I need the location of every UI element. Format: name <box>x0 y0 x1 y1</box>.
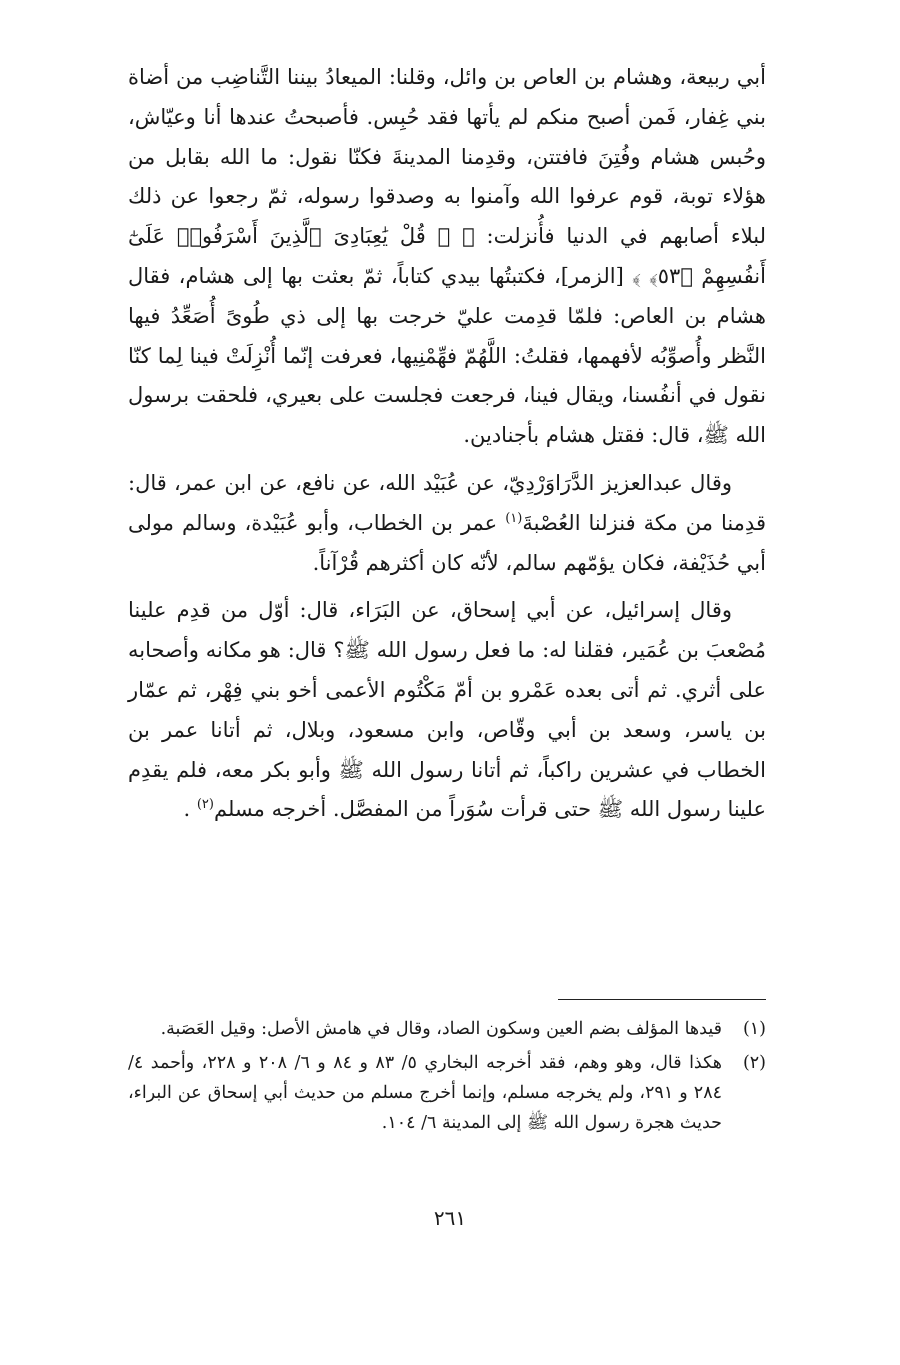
footnote-number: (٢) <box>742 1053 766 1073</box>
paragraph-3-text: وقال إسرائيل، عن أبي إسحاق، عن البَرَاء، قال: أوّل من قدِم علينا مُصْعبَ بن عُمَير، فقلنا له: ما فعل رسول الله ﷺ؟ قال: هو مكانه وأصحابه على أثري. ثم أتى بعده عَمْرو بن أمّ مَكْتُوم الأعمى أخو بني فِهْر، ثم عمّار بن ياسر، وسعد بن أبي وقّاص، وابن مسعود، وبلال، ثم أتانا عمر بن الخطاب في عشرين راكباً، ثم أتانا رسول الله ﷺ وأبو بكر معه، فلم يقدِم علينا رسول الله ﷺ حتى قرأت سُوَراً من المفصَّل. أخرجه مسلم <box>128 598 766 822</box>
footnote-ref-1[interactable]: (١) <box>505 510 523 526</box>
footnote-2 <box>128 1048 766 1138</box>
paragraph-3 <box>128 591 766 830</box>
page-number: ٢٦١ <box>433 1206 467 1230</box>
footnote-number: (١) <box>742 1019 766 1039</box>
paragraph-3-end: . <box>183 797 197 822</box>
footnote-1 <box>128 1014 766 1044</box>
paragraph-2-start: وقال عبدالعزيز الدَّرَاوَرْدِيّ، عن عُبَيْد الله، عن نافع، عن ابن عمر، قال: قدِمنا من مكة فنزلنا العُصْبةَ <box>128 470 766 535</box>
main-text <box>128 58 766 830</box>
footnote-text: هكذا قال، وهو وهم، فقد أخرجه البخاري ٥/ ٨٣ و ٨٤ و ٦/ ٢٠٨ و ٢٢٨، وأحمد ٤/ ٢٨٤ و ٢٩١، ولم يخرجه مسلم، وإنما أخرج مسلم من حديث أبي إسحاق عن البراء، حديث هجرة رسول الله ﷺ إلى المدينة ٦/ ١٠٤. <box>128 1053 723 1133</box>
paragraph-2 <box>128 464 766 583</box>
paragraph-1: أبي ربيعة، وهشام بن العاص بن وائل، وقلنا: الميعادُ بيننا التَّناضِب من أضاة بني غِفار، فَمن أصبح منكم لم يأتها فقد حُبِس. فأصبحتُ عندها أنا وعيّاش، وحُبس هشام وفُتِنَ فافتتن، وقدِمنا المدينةَ فكنّا نقول: ما الله بقابل من هؤلاء توبة، قوم عرفوا الله وآمنوا به وصدقوا رسوله، ثمّ رجعوا عن ذلك لبلاء أصابهم في الدنيا فأُنزلت: ﴿ ۞ قُلْ يَٰعِبَادِىَ ٱلَّذِينَ أَسْرَفُوا۟ عَلَىٰٓ أَنفُسِهِمْ ﴿٥٣﴾ ﴾ [الزمر]، فكتبتُها بيدي كتاباً، ثمّ بعثت بها إلى هشام، فقال هشام بن العاص: فلمّا قدِمت عليّ خرجت بها إلى ذي طُوىً أُصَعِّدُ فيها النَّظر وأُصوِّبُه لأفهمها، فقلتُ: اللَّهُمّ فهِّمْنِيها، فعرفت إنّما أُنْزِلَتْ فينا لِما كنّا نقول في أنفُسنا، ويقال فينا، فرجعت فجلست على بعيري، فلحقت برسول الله ﷺ، قال: فقتل هشام بأجنادين. <box>128 65 766 448</box>
footnote-ref-2[interactable]: (٢) <box>196 797 214 813</box>
footnotes <box>128 1014 766 1142</box>
footnote-text: قيدها المؤلف بضم العين وسكون الصاد، وقال في هامش الأصل: وقيل العَصَبة. <box>160 1019 722 1039</box>
footnote-separator <box>558 999 766 1000</box>
paragraph-2-rest: عمر بن الخطاب، وأبو عُبَيْدة، وسالم مولى أبي حُذَيْفة، فكان يؤمّهم سالم، لأنّه كان أكثرهم قُرْآناً. <box>128 510 766 575</box>
